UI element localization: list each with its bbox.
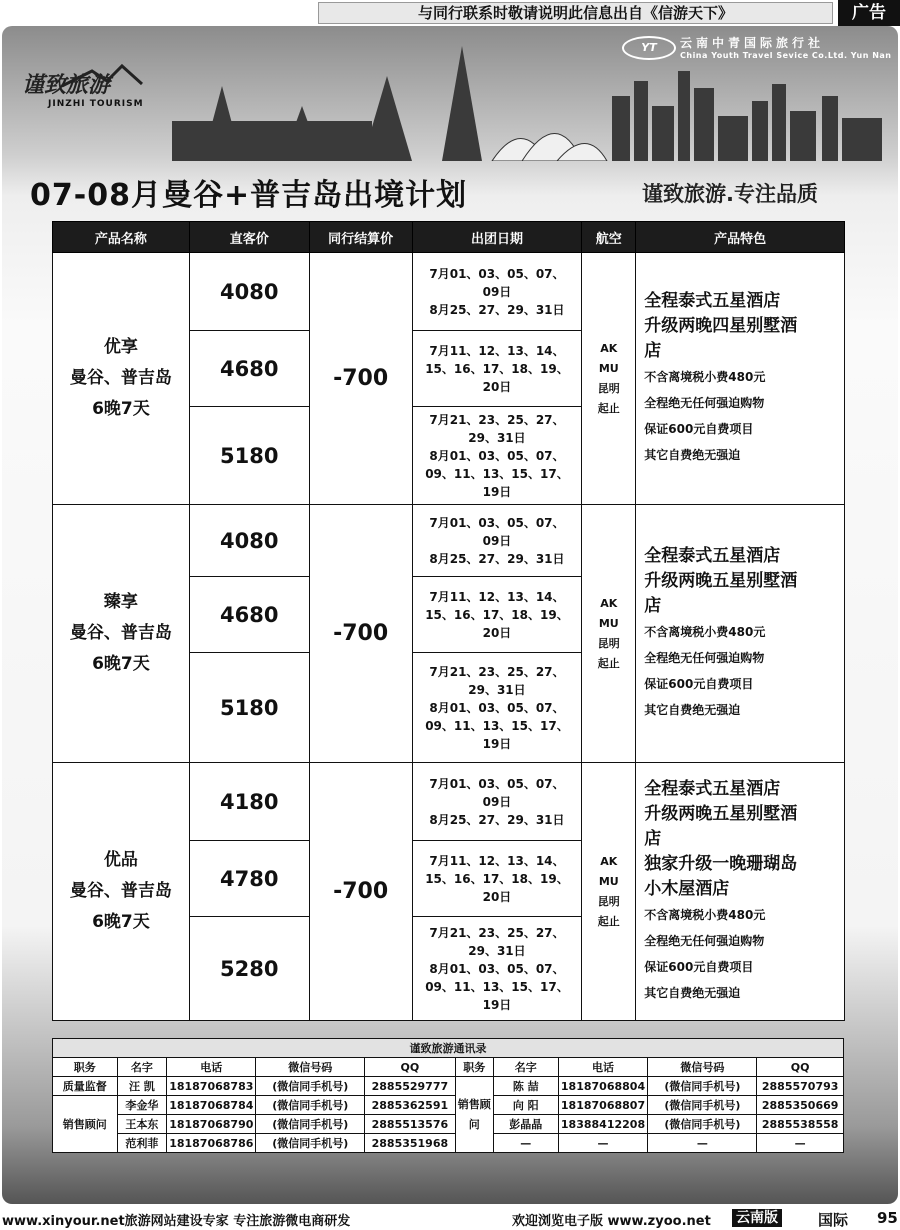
departure-dates — [412, 653, 582, 763]
features-cell — [636, 253, 845, 505]
feature-note: 其它自费绝无强迫 — [644, 703, 741, 717]
contact-name: 范利菲 — [117, 1134, 167, 1153]
product-name-cell — [53, 505, 190, 763]
airline-line: 昆明 — [597, 636, 620, 650]
contact-qq: 2885350669 — [757, 1096, 844, 1115]
header-product-name: 产品名称 — [53, 222, 190, 253]
date-line: 7月01、03、05、07、 — [429, 266, 565, 281]
retail-price: 4680 — [189, 331, 309, 407]
date-line: 29、31日 — [468, 682, 526, 697]
agency-name-en: China Youth Travel Sevice Co.Ltd. Yun Nan — [680, 51, 892, 60]
date-line: 09、11、13、15、17、 — [425, 718, 569, 733]
date-line: 7月21、23、25、27、 — [429, 925, 565, 940]
feature-highlight: 升级两晚四星别墅酒 — [644, 316, 798, 336]
airline-line: 起止 — [597, 656, 620, 670]
agency-emblem: YT — [622, 36, 676, 60]
contacts-header-row — [53, 1058, 844, 1077]
departure-dates — [412, 505, 582, 577]
retail-price: 5180 — [189, 653, 309, 763]
contact-wechat: — — [648, 1134, 757, 1153]
date-line: 20日 — [482, 379, 512, 394]
date-line: 09日 — [482, 533, 512, 548]
table-row — [53, 505, 845, 577]
contact-phone: 18187068807 — [558, 1096, 648, 1115]
airline-line: 起止 — [597, 914, 620, 928]
retail-price: 4080 — [189, 253, 309, 331]
departure-dates — [412, 253, 582, 331]
contacts-header: 微信号码 — [648, 1058, 757, 1077]
date-line: 15、16、17、18、19、 — [425, 871, 569, 886]
agency-name-cn: 云南中青国际旅行社 — [680, 36, 825, 50]
header-airline: 航空 — [582, 222, 636, 253]
retail-price: 4780 — [189, 841, 309, 917]
departure-dates — [412, 577, 582, 653]
footer-section: 国际 — [818, 1211, 849, 1229]
contact-wechat: (微信同手机号) — [648, 1096, 757, 1115]
contacts-header: 名字 — [117, 1058, 167, 1077]
contact-phone: 18187068790 — [167, 1115, 256, 1134]
feature-note: 不含离境税小费480元 — [644, 908, 766, 922]
banner — [2, 26, 898, 161]
contact-qq: 2885538558 — [757, 1115, 844, 1134]
contact-name: 李金华 — [117, 1096, 167, 1115]
date-line: 8月25、27、29、31日 — [429, 812, 565, 827]
contact-qq: 2885351968 — [365, 1134, 455, 1153]
date-line: 09、11、13、15、17、 — [425, 466, 569, 481]
contact-qq: 2885362591 — [365, 1096, 455, 1115]
footer-right: 欢迎浏览电子版 www.zyoo.net — [512, 1214, 711, 1229]
date-line: 20日 — [482, 625, 512, 640]
feature-highlight: 独家升级一晚珊瑚岛 — [644, 854, 798, 874]
date-line: 7月01、03、05、07、 — [429, 776, 565, 791]
product-name-line: 优享 — [103, 337, 138, 357]
airline-line: MU — [598, 616, 619, 630]
departure-dates — [412, 841, 582, 917]
contact-wechat: (微信同手机号) — [648, 1115, 757, 1134]
date-line: 29、31日 — [468, 943, 526, 958]
product-name-line: 6晚7天 — [92, 399, 150, 419]
feature-note: 全程绝无任何强迫购物 — [644, 396, 765, 410]
footer — [0, 1206, 900, 1230]
departure-dates — [412, 763, 582, 841]
retail-price: 5180 — [189, 407, 309, 505]
airline-line: AK — [600, 854, 618, 868]
contact-phone: 18187068783 — [167, 1077, 256, 1096]
airline-line: 昆明 — [597, 894, 620, 908]
title-bar — [2, 166, 898, 216]
date-line: 7月11、12、13、14、 — [429, 853, 565, 868]
date-line: 19日 — [482, 997, 512, 1012]
contact-name: — — [493, 1134, 558, 1153]
contact-phone: — — [558, 1134, 648, 1153]
feature-note: 全程绝无任何强迫购物 — [644, 651, 765, 665]
feature-highlight: 小木屋酒店 — [644, 879, 730, 899]
contacts-header: 职务 — [53, 1058, 118, 1077]
top-bar — [0, 0, 900, 26]
date-line: 19日 — [482, 736, 512, 751]
feature-note: 其它自费绝无强迫 — [644, 448, 741, 462]
contacts-table — [52, 1038, 844, 1153]
date-line: 15、16、17、18、19、 — [425, 361, 569, 376]
agency-logo — [622, 34, 892, 60]
date-line: 8月01、03、05、07、 — [429, 448, 565, 463]
settlement-price: -700 — [309, 763, 412, 1021]
contact-name: 彭晶晶 — [493, 1115, 558, 1134]
table-header-row — [53, 222, 845, 253]
header-slogan: 与同行联系时敬请说明此信息出自《信游天下》 — [318, 2, 833, 24]
airline-cell — [582, 763, 636, 1021]
airline-line: AK — [600, 596, 618, 610]
product-body — [53, 253, 845, 1021]
feature-note: 保证600元自费项目 — [644, 422, 754, 436]
date-line: 8月01、03、05、07、 — [429, 961, 565, 976]
product-name-line: 曼谷、普吉岛 — [69, 881, 172, 901]
role-cell: 质量监督 — [53, 1077, 118, 1096]
feature-highlight: 升级两晚五星别墅酒 — [644, 804, 798, 824]
date-line: 8月25、27、29、31日 — [429, 302, 565, 317]
retail-price: 5280 — [189, 917, 309, 1021]
contact-name: 陈 喆 — [493, 1077, 558, 1096]
contacts-header: 名字 — [493, 1058, 558, 1077]
product-name-line: 曼谷、普吉岛 — [69, 623, 172, 643]
date-line: 8月25、27、29、31日 — [429, 551, 565, 566]
contact-phone: 18187068784 — [167, 1096, 256, 1115]
feature-note: 其它自费绝无强迫 — [644, 986, 741, 1000]
contact-wechat: (微信同手机号) — [256, 1115, 365, 1134]
feature-highlight: 店 — [644, 596, 662, 616]
airline-cell — [582, 505, 636, 763]
date-line: 7月21、23、25、27、 — [429, 412, 565, 427]
contact-phone: 18388412208 — [558, 1115, 648, 1134]
role-cell: 销售顾问 — [53, 1096, 118, 1153]
contact-qq: 2885513576 — [365, 1115, 455, 1134]
date-line: 7月21、23、25、27、 — [429, 664, 565, 679]
product-name-line: 曼谷、普吉岛 — [69, 368, 172, 388]
product-name-line: 臻享 — [103, 592, 138, 612]
header-settlement-price: 同行结算价 — [309, 222, 412, 253]
departure-dates — [412, 407, 582, 505]
date-line: 09日 — [482, 794, 512, 809]
contacts-header: 电话 — [558, 1058, 648, 1077]
airline-line: MU — [598, 874, 619, 888]
product-table — [52, 221, 845, 1021]
contact-name: 向 阳 — [493, 1096, 558, 1115]
airline-line: 昆明 — [597, 381, 620, 395]
contacts-header: QQ — [757, 1058, 844, 1077]
features-cell — [636, 505, 845, 763]
date-line: 29、31日 — [468, 430, 526, 445]
airline-cell — [582, 253, 636, 505]
date-line: 19日 — [482, 484, 512, 499]
contacts-header: 电话 — [167, 1058, 256, 1077]
contact-wechat: (微信同手机号) — [256, 1077, 365, 1096]
product-name-line: 优品 — [103, 850, 138, 870]
contact-phone: 18187068804 — [558, 1077, 648, 1096]
feature-highlight: 全程泰式五星酒店 — [644, 291, 781, 311]
feature-highlight: 全程泰式五星酒店 — [644, 779, 781, 799]
contact-row — [53, 1134, 844, 1153]
contacts-header: QQ — [365, 1058, 455, 1077]
header-features: 产品特色 — [636, 222, 845, 253]
feature-note: 不含离境税小费480元 — [644, 370, 766, 384]
role-cell: 销售顾问 — [455, 1077, 493, 1153]
date-line: 7月01、03、05、07、 — [429, 515, 565, 530]
contact-wechat: (微信同手机号) — [648, 1077, 757, 1096]
contacts-header: 微信号码 — [256, 1058, 365, 1077]
date-line: 7月11、12、13、14、 — [429, 589, 565, 604]
header-retail-price: 直客价 — [189, 222, 309, 253]
header-departure-dates: 出团日期 — [412, 222, 582, 253]
contacts-title: 谨致旅游通讯录 — [53, 1039, 844, 1058]
page-title: 07-08月曼谷+普吉岛出境计划 — [30, 178, 468, 213]
retail-price: 4180 — [189, 763, 309, 841]
footer-region: 云南版 — [732, 1209, 782, 1227]
retail-price: 4680 — [189, 577, 309, 653]
feature-highlight: 升级两晚五星别墅酒 — [644, 571, 798, 591]
contact-row — [53, 1115, 844, 1134]
brand-logo-cn: 谨致旅游 — [22, 72, 111, 98]
contact-name: 汪 凯 — [117, 1077, 167, 1096]
date-line: 09、11、13、15、17、 — [425, 979, 569, 994]
brand-logo — [22, 68, 162, 109]
contact-row — [53, 1096, 844, 1115]
settlement-price: -700 — [309, 253, 412, 505]
feature-note: 保证600元自费项目 — [644, 960, 754, 974]
product-name-cell — [53, 253, 190, 505]
product-name-line: 6晚7天 — [92, 912, 150, 932]
retail-price: 4080 — [189, 505, 309, 577]
footer-left: www.xinyour.net旅游网站建设专家 专注旅游微电商研发 — [2, 1214, 351, 1229]
contact-qq: — — [757, 1134, 844, 1153]
contact-phone: 18187068786 — [167, 1134, 256, 1153]
contact-wechat: (微信同手机号) — [256, 1096, 365, 1115]
page-number: 95 — [877, 1209, 898, 1227]
departure-dates — [412, 917, 582, 1021]
contact-row — [53, 1077, 844, 1096]
features-cell — [636, 763, 845, 1021]
feature-highlight: 全程泰式五星酒店 — [644, 546, 781, 566]
contact-qq: 2885570793 — [757, 1077, 844, 1096]
date-line: 15、16、17、18、19、 — [425, 607, 569, 622]
date-line: 20日 — [482, 889, 512, 904]
tagline: 谨致旅游.专注品质 — [642, 182, 818, 206]
product-name-cell — [53, 763, 190, 1021]
airline-line: 起止 — [597, 401, 620, 415]
feature-note: 全程绝无任何强迫购物 — [644, 934, 765, 948]
date-line: 8月01、03、05、07、 — [429, 700, 565, 715]
airline-line: AK — [600, 341, 618, 355]
contact-name: 王本东 — [117, 1115, 167, 1134]
brand-logo-en: JINZHI TOURISM — [48, 99, 144, 109]
feature-highlight: 店 — [644, 341, 662, 361]
ad-label: 广告 — [838, 0, 900, 26]
table-row — [53, 253, 845, 331]
contact-qq: 2885529777 — [365, 1077, 455, 1096]
date-line: 7月11、12、13、14、 — [429, 343, 565, 358]
feature-highlight: 店 — [644, 829, 662, 849]
airline-line: MU — [598, 361, 619, 375]
feature-note: 不含离境税小费480元 — [644, 625, 766, 639]
date-line: 09日 — [482, 284, 512, 299]
departure-dates — [412, 331, 582, 407]
contact-wechat: (微信同手机号) — [256, 1134, 365, 1153]
feature-note: 保证600元自费项目 — [644, 677, 754, 691]
settlement-price: -700 — [309, 505, 412, 763]
contacts-header: 职务 — [455, 1058, 493, 1077]
product-name-line: 6晚7天 — [92, 654, 150, 674]
table-row — [53, 763, 845, 841]
